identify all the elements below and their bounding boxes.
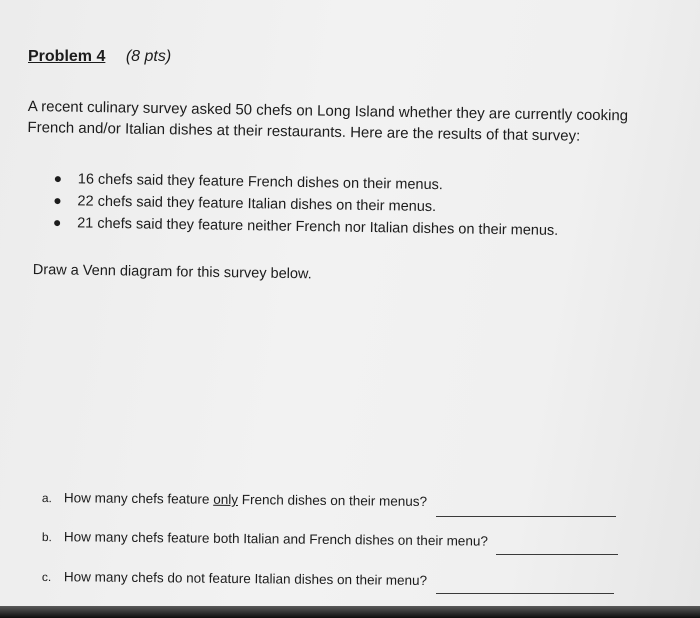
list-item: 16 chefs said they feature French dishes on their menus. (52, 168, 559, 198)
question-letter: a. (41, 490, 53, 506)
question-a (42, 490, 427, 509)
question-c (42, 569, 427, 588)
question-text: How many chefs feature (63, 490, 214, 507)
question-letter: c. (41, 569, 52, 585)
question-text: How many chefs feature both Italian and French dishes on their menu? (63, 529, 488, 549)
survey-results-list (51, 168, 559, 242)
problem-header (28, 48, 171, 66)
answer-line-b[interactable] (496, 554, 618, 555)
list-item: 21 chefs said they feature neither French nor Italian dishes on their menus. (51, 212, 558, 242)
question-letter: b. (41, 529, 53, 545)
question-emphasis: only (213, 491, 239, 508)
question-b (42, 529, 488, 549)
list-item: 22 chefs said they feature Italian dishes on their menus. (51, 190, 558, 220)
question-text: French dishes on their menus? (237, 492, 428, 510)
answer-line-c[interactable] (436, 593, 614, 594)
page-bottom-shadow (0, 606, 700, 618)
problem-points: (8 pts) (125, 48, 172, 65)
venn-instruction: Draw a Venn diagram for this survey below. (32, 262, 312, 283)
problem-title: Problem 4 (28, 48, 106, 65)
answer-line-a[interactable] (436, 516, 616, 517)
question-text: How many chefs do not feature Italian dishes on their menu? (63, 569, 428, 589)
survey-intro: A recent culinary survey asked 50 chefs on Long Island whether they are currently cooking French and/or Italian dishes at their restaurants. Here are the results of that survey: (27, 97, 629, 145)
